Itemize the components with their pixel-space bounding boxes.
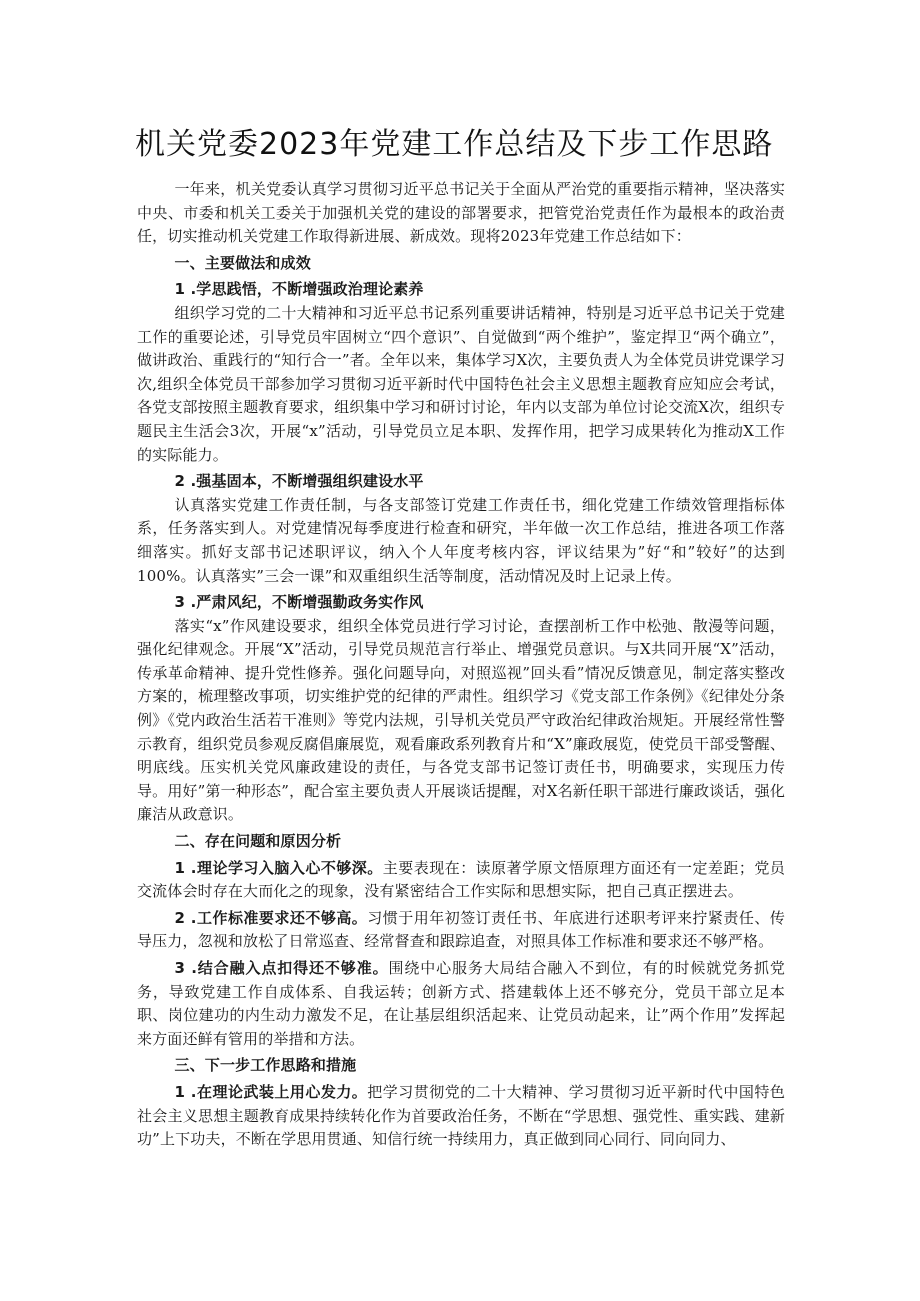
section-1-sub-3-heading: 3 .严肃风纪，不断增强勤政务实作风 — [174, 593, 424, 612]
section-2-item-2 — [137, 907, 785, 954]
section-3-item-1-body: 把学习贯彻党的二十大精神、学习贯彻习近平新时代中国特色社会主义思想主题教育成果持续转化作为首要政治任务，不断在“学思想、强党性、重实践、建新功”上下功夫，不断在学思用贯通、知信行统一持续用力，真正做到同心同行、同向同力、 — [137, 1082, 785, 1149]
section-1-sub-2-body: 认真落实党建工作责任制，与各支部签订党建工作责任书，细化党建工作绩效管理指标体系，任务落实到人。对党建情况每季度进行检查和研究，半年做一次工作总结，推进各项工作落细落实。抓好支部书记述职评议，纳入个人年度考核内容，评议结果为”好“和”较好”的达到100%。认真落实”三会一课”和双重组织生活等制度，活动情况及时上记录上传。 — [137, 495, 785, 585]
section-2-item-3-body: 围绕中心服务大局结合融入不到位，有的时候就党务抓党务，导致党建工作自成体系、自我运转；创新方式、搭建载体上还不够充分，党员干部立足本职、岗位建功的内生动力激发不足，在让基层组织活起来、让党员动起来，让”两个作用”发挥起来方面还鲜有管用的举措和方法。 — [137, 959, 786, 1048]
section-2-item-2-body: 习惯于用年初签订责任书、年底进行述职考评来拧紧责任、传导压力，忽视和放松了日常巡查、经常督查和跟踪追查，对照具体工作标准和要求还不够严格。 — [137, 908, 785, 951]
intro-paragraph: 一年来，机关党委认真学习贯彻习近平总书记关于全面从严治党的重要指示精神，坚决落实中央、市委和机关工委关于加强机关党的建设的部署要求，把管党治党责任作为最根本的政治责任，切实推动机关党建工作取得新进展、新成效。现将2023年党建工作总结如下： — [137, 180, 785, 246]
document-body — [137, 178, 785, 1152]
section-2-item-1-lead: 1 .理论学习入脑入心不够深。 — [174, 858, 383, 877]
section-2-item-1-body: 主要表现在：读原著学原文悟原理方面还有一定差距；党员交流体会时存在大而化之的现象，没有紧密结合工作实际和思想实际，把自己真正摆进去。 — [137, 858, 786, 901]
section-2-item-3-lead: 3 .结合融入点扣得还不够准。 — [174, 959, 389, 977]
document-title: 机关党委2023年党建工作总结及下步工作思路 — [135, 127, 774, 162]
section-1-sub-2-heading: 2 .强基固本，不断增强组织建设水平 — [174, 472, 424, 491]
section-1-sub-3-body: 落实“x”作风建设要求，组织全体党员进行学习讨论，查摆剖析工作中松弛、散漫等问题，强化纪律观念。开展“X”活动，引导党员规范言行举止、增强党员意识。与X共同开展“X”活动，传承革命精神、提升党性修养。强化问题导向，对照巡视”回头看”情况反馈意见，制定落实整改方案的，梳理整改事项，切实维护党的纪律的严肃性。组织学习《党支部工作条例》《纪律处分条例》《党内政治生活若干准则》等党内法规，引导机关党员严守政治纪律政治规矩。开展经常性警示教育，组织党员参观反腐倡廉展览，观看廉政系列教育片和“X”廉政展览，使党员干部受警醒、明底线。压实机关党风廉政建设的责任，与各党支部书记签订责任书，明确要求，实现压力传导。用好”第一种形态”，配合室主要负责人开展谈话提醒，对X名新任职干部进行廉政谈话，强化廉洁从政意识。 — [137, 616, 785, 824]
section-3-heading: 三、下一步工作思路和措施 — [174, 1056, 357, 1075]
section-1-heading: 一、主要做法和成效 — [174, 253, 311, 272]
section-2-item-1 — [137, 857, 785, 904]
section-3-item-1-lead: 1 .在理论武装上用心发力。 — [174, 1082, 368, 1101]
section-1-sub-1-heading: 1 .学思践悟，不断增强政治理论素养 — [174, 280, 424, 299]
section-2-item-2-lead: 2 .工作标准要求还不够高。 — [174, 908, 368, 927]
section-1-sub-1-body: 组织学习党的二十大精神和习近平总书记系列重要讲话精神，特别是习近平总书记关于党建工作的重要论述，引导党员牢固树立“四个意识”、自觉做到“两个维护”，鉴定捍卫“两个确立”，做讲政治、重践行的“知行合一”者。全年以来，集体学习X次，主要负责人为全体党员讲党课学习次,组织全体党员干部参加学习贯彻习近平新时代中国特色社会主义思想主题教育应知应会考试，各党支部按照主题教育要求，组织集中学习和研讨讨论，年内以支部为单位讨论交流X次，组织专题民主生活会3次，开展“x”活动，引导党员立足本职、发挥作用，把学习成果转化为推动X工作的实际能力。 — [137, 303, 785, 464]
section-3-item-1 — [137, 1081, 785, 1152]
section-2-item-3 — [137, 957, 785, 1051]
section-2-heading: 二、存在问题和原因分析 — [174, 832, 342, 851]
